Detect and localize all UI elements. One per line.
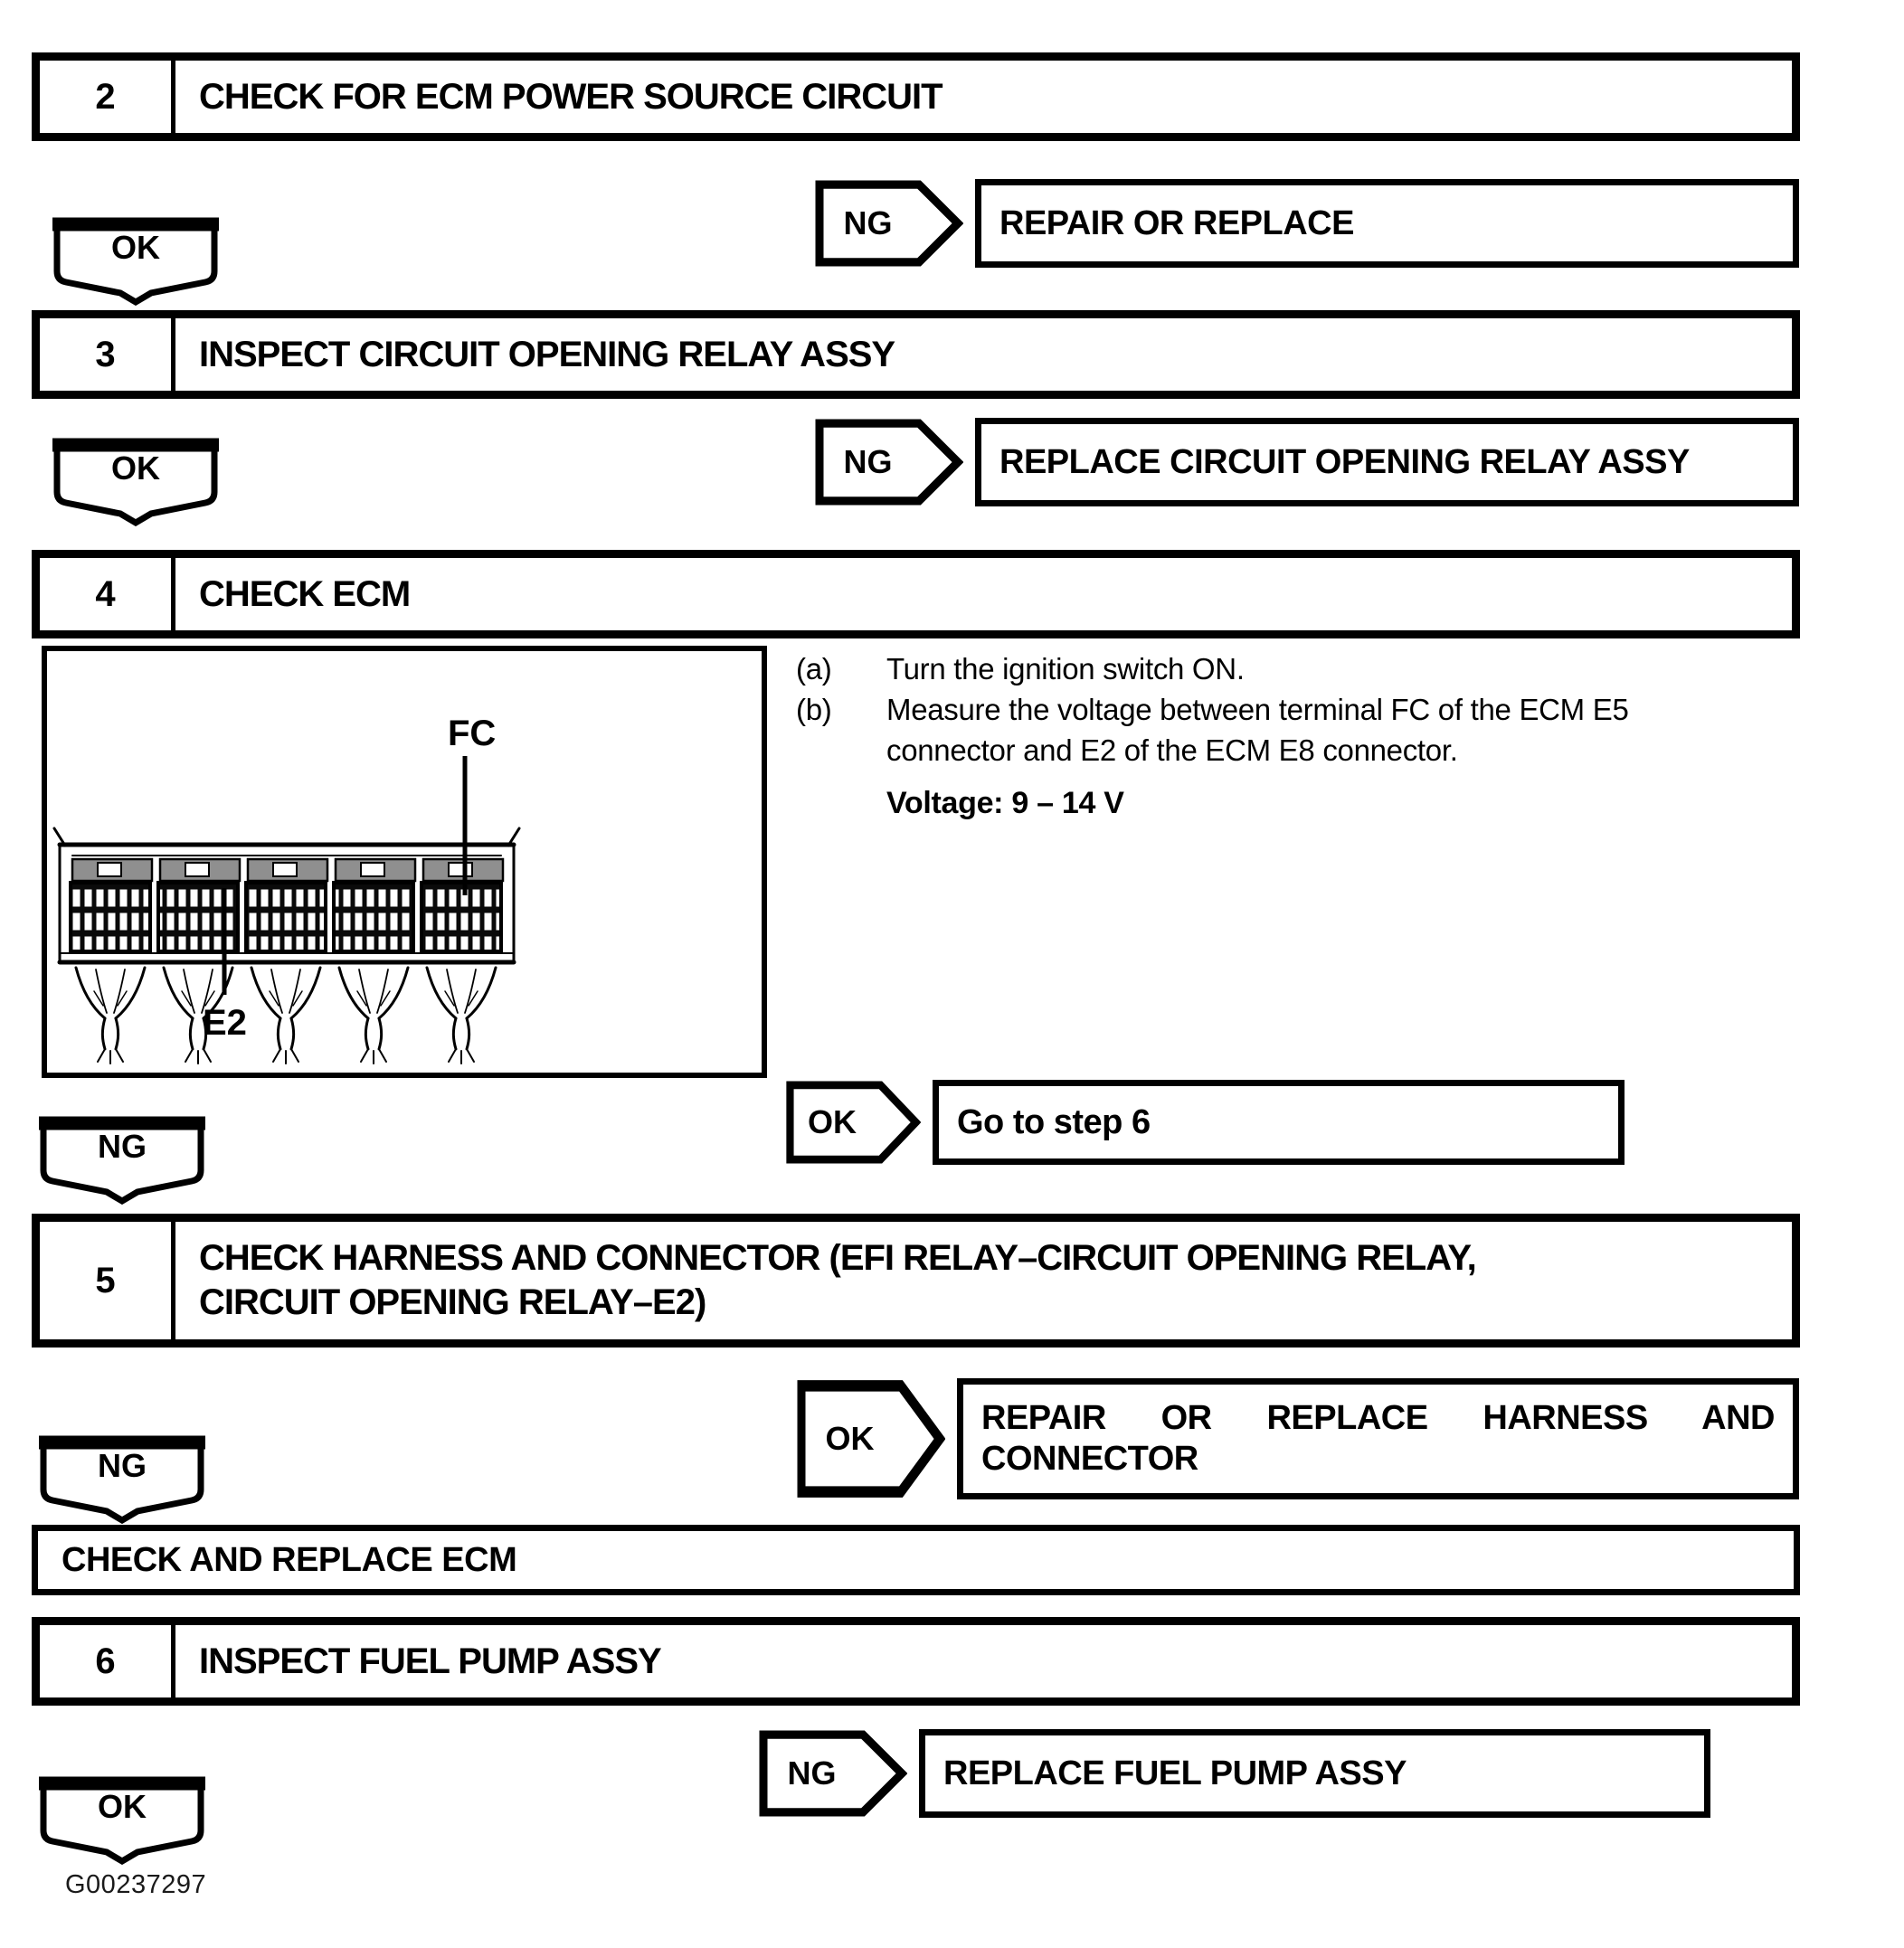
step5-title: [175, 1222, 1792, 1339]
step2-title: CHECK FOR ECM POWER SOURCE CIRCUIT: [199, 76, 943, 117]
ng-arrow-icon: [814, 179, 963, 268]
terminal-label-e2: E2: [203, 1003, 247, 1043]
step3-ng-result-box: [975, 418, 1799, 506]
step4-header: [32, 550, 1800, 638]
instruction-a-marker: (a): [796, 652, 832, 686]
ng-arrow-icon: [758, 1729, 907, 1818]
step5-ok-result-line2: CONNECTOR: [981, 1440, 1198, 1478]
step5-title-line2: CIRCUIT OPENING RELAY–E2): [199, 1282, 706, 1322]
ok-arrow-icon: [796, 1378, 945, 1499]
step4-ng-tab: [36, 1114, 208, 1205]
step2-header: [32, 52, 1800, 141]
terminal-label-fc: FC: [448, 714, 497, 753]
step6-number: 6: [40, 1625, 175, 1697]
voltage-spec: Voltage: 9 – 14 V: [886, 785, 1124, 820]
step6-ng-result-box: [919, 1729, 1710, 1818]
step2-ng-result-box: [975, 179, 1799, 268]
step6-header: [32, 1617, 1800, 1706]
step3-ng-branch: [814, 418, 1799, 506]
check-and-replace-ecm-box: [32, 1525, 1800, 1595]
figure-code: G00237297: [65, 1870, 207, 1899]
ecm-connector-illustration: [42, 646, 767, 1078]
instruction-a-text: Turn the ignition switch ON.: [886, 652, 1245, 686]
step4-ok-result-box: [933, 1080, 1625, 1165]
step3-ok-tab: [50, 436, 222, 526]
step5-ok-result-box: [957, 1378, 1799, 1499]
step2-number: 2: [40, 61, 175, 133]
step5-ng-label: NG: [98, 1447, 147, 1484]
step6-title: INSPECT FUEL PUMP ASSY: [199, 1641, 661, 1681]
instruction-b-text: Measure the voltage between terminal FC of the ECM E5 connector and E2 of the ECM E8 connector.: [886, 692, 1629, 767]
step6-ng-branch: [758, 1729, 1710, 1818]
step4-instructions: [796, 649, 1737, 824]
step5-ng-tab: [36, 1433, 208, 1524]
step5-ok-branch: [796, 1378, 1799, 1499]
ng-arrow-icon: [814, 418, 963, 506]
step5-title-line1: CHECK HARNESS AND CONNECTOR (EFI RELAY–CIRCUIT OPENING RELAY,: [199, 1238, 1476, 1279]
ng-arrow-label: NG: [843, 443, 893, 480]
ok-arrow-label: OK: [825, 1420, 875, 1457]
instruction-b-marker: (b): [796, 692, 832, 726]
ecm-connector-drawing: [47, 651, 762, 1073]
step2-ok-tab: [50, 215, 222, 306]
step5-header: [32, 1214, 1800, 1348]
step4-title: CHECK ECM: [199, 573, 411, 614]
step4-number: 4: [40, 558, 175, 630]
step3-title: INSPECT CIRCUIT OPENING RELAY ASSY: [199, 334, 895, 374]
step4-ok-branch: [785, 1080, 1625, 1165]
step4-ng-label: NG: [98, 1128, 147, 1165]
step4-ok-result-text: Go to step 6: [957, 1102, 1151, 1141]
check-and-replace-ecm-text: CHECK AND REPLACE ECM: [62, 1540, 517, 1579]
instruction-a: [796, 649, 1737, 690]
step2-ok-label: OK: [111, 229, 160, 266]
step3-number: 3: [40, 318, 175, 391]
instruction-b: [796, 690, 1737, 771]
step3-ok-label: OK: [111, 449, 160, 487]
step6-ng-result-text: REPLACE FUEL PUMP ASSY: [943, 1754, 1407, 1792]
ng-arrow-label: NG: [787, 1754, 837, 1792]
ng-arrow-label: NG: [843, 204, 893, 241]
step6-ok-label: OK: [98, 1788, 147, 1825]
step5-ok-result-line1: REPAIR OR REPLACE HARNESS AND: [981, 1399, 1775, 1438]
ok-arrow-label: OK: [808, 1103, 857, 1140]
step3-header: [32, 310, 1800, 399]
step2-ng-result-text: REPAIR OR REPLACE: [999, 203, 1354, 242]
step2-ng-branch: [814, 179, 1799, 268]
step6-ok-tab: [36, 1774, 208, 1865]
step5-number: 5: [40, 1222, 175, 1339]
ok-arrow-icon: [785, 1080, 921, 1165]
step3-ng-result-text: REPLACE CIRCUIT OPENING RELAY ASSY: [999, 442, 1690, 481]
